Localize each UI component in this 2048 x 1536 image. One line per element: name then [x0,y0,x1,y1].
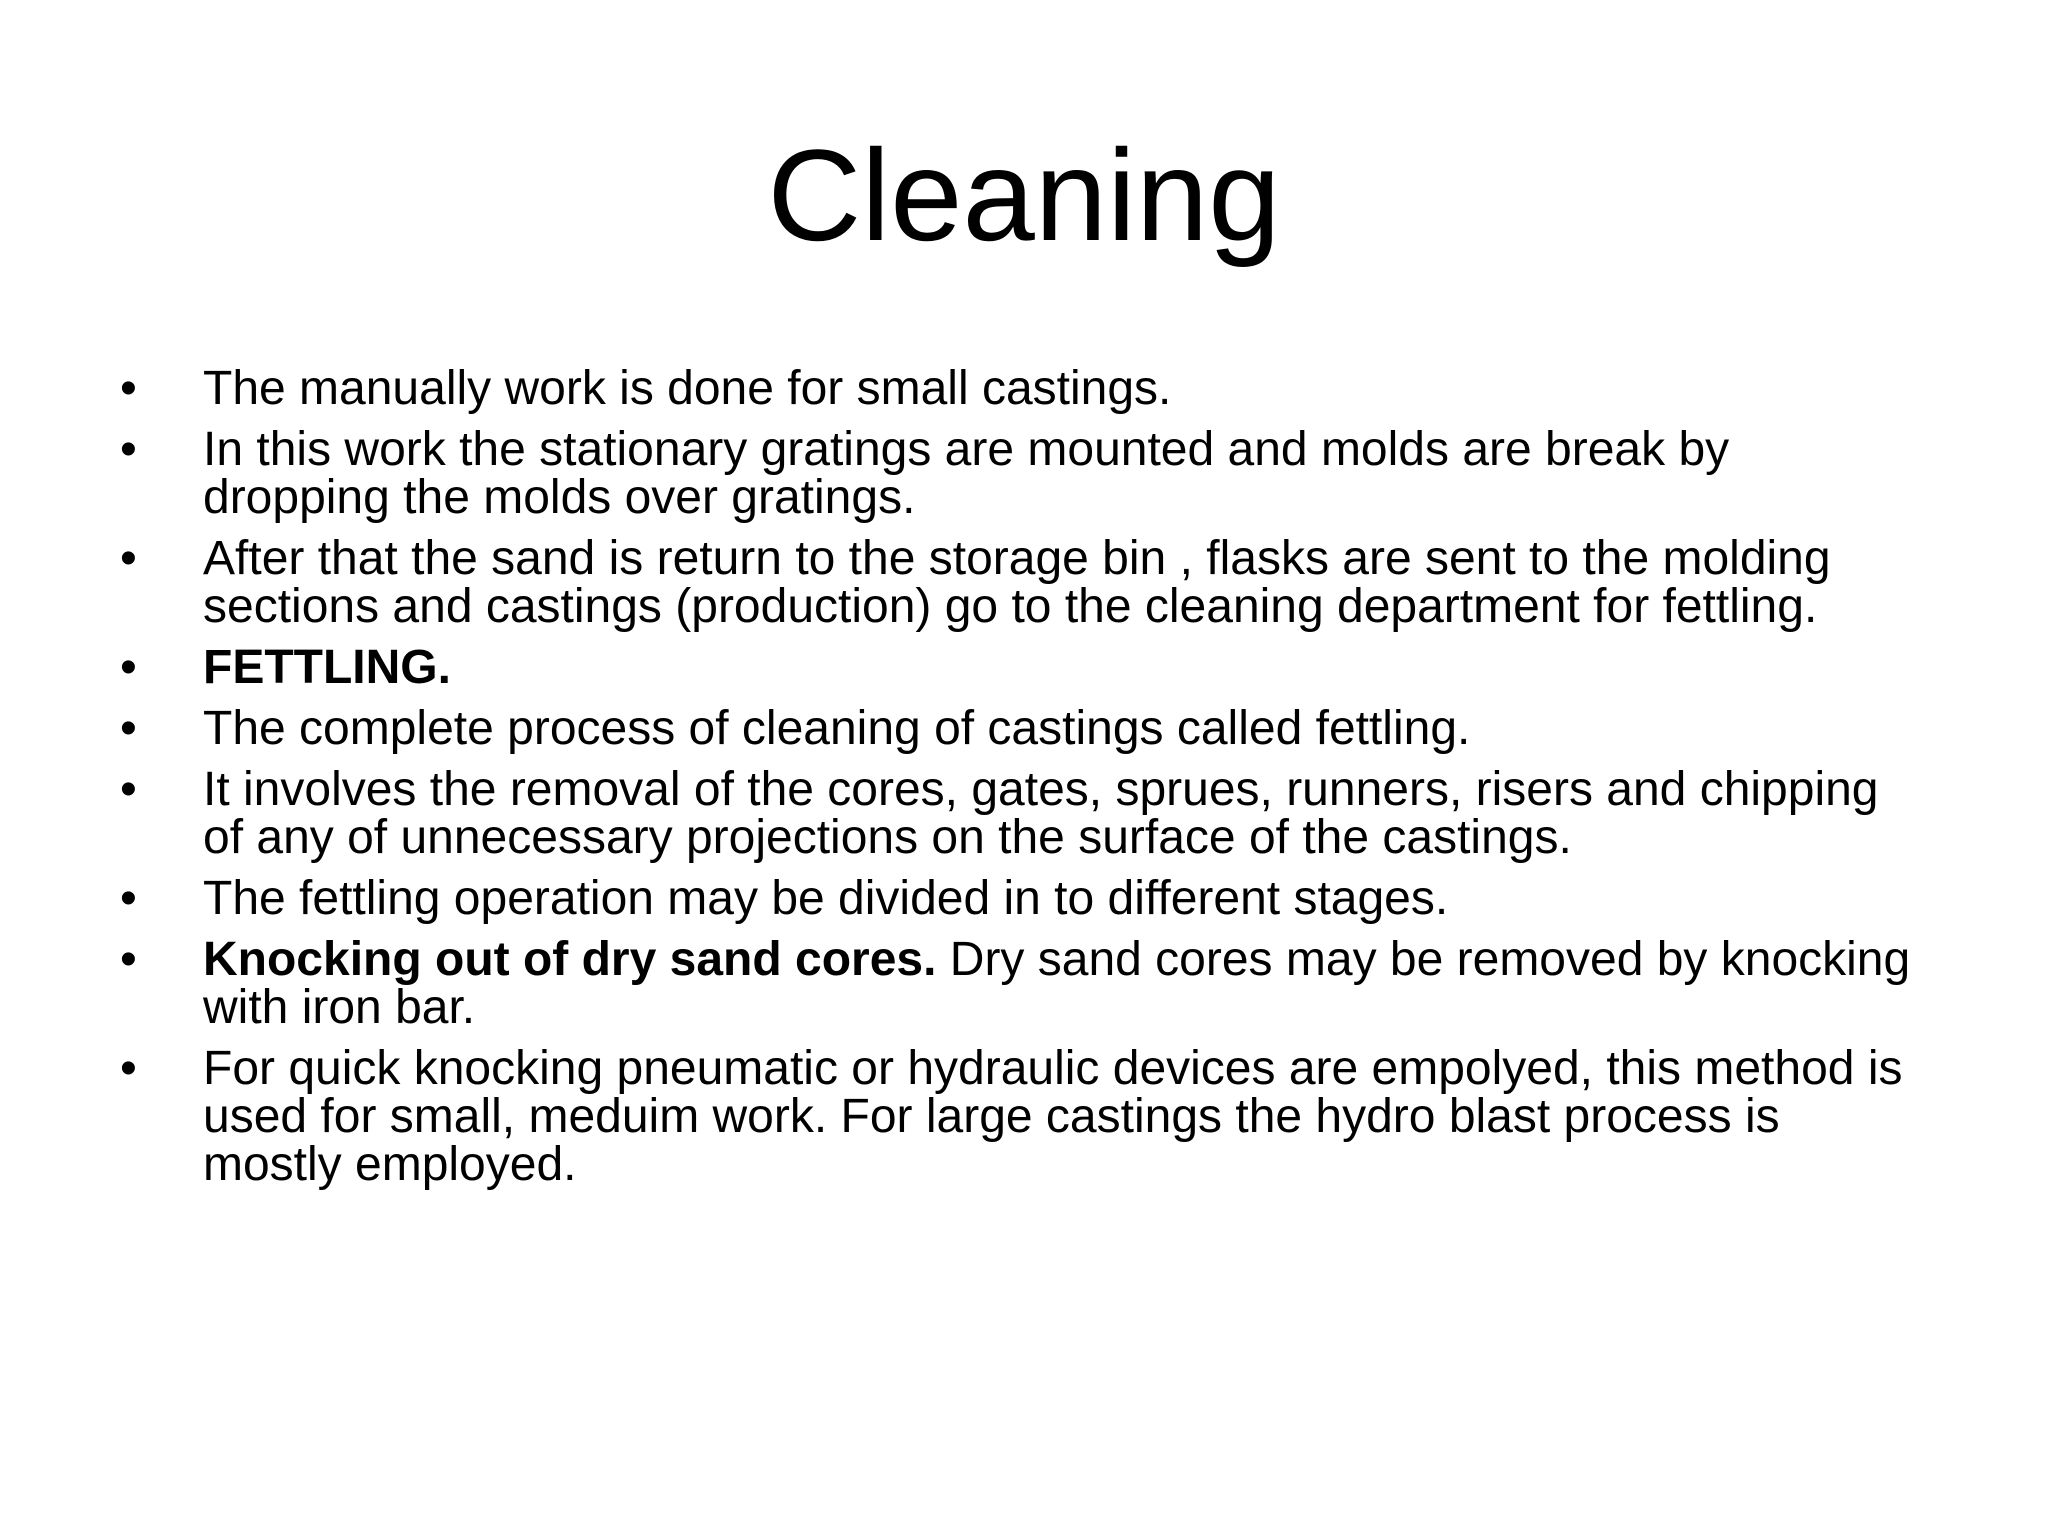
bullet-heading: FETTLING. [203,641,451,694]
bullet-text: In this work the stationary gratings are mounted and molds are break by dropping the molds over gratings. [203,423,1730,524]
bullet-text: For quick knocking pneumatic or hydraulic devices are empolyed, this method is used for small, meduim work. For large castings the hydro blast process is mostly employed. [203,1042,1903,1191]
bullet-dot: • [120,362,137,415]
bullet-item [120,763,1920,864]
bullet-dot: • [120,532,137,585]
bullet-item [120,641,1920,694]
bullet-text: After that the sand is return to the storage bin , flasks are sent to the molding sections and castings (production) go to the cleaning department for fettling. [203,532,1831,633]
bullet-dot: • [120,1042,137,1095]
bullet-dot: • [120,423,137,476]
bullet-text: It involves the removal of the cores, gates, sprues, runners, risers and chipping of any of unnecessary projections on the surface of the castings. [203,763,1879,864]
bullet-item [120,1042,1920,1191]
bullet-text: The fettling operation may be divided in to different stages. [203,872,1449,925]
bullet-item [120,423,1920,524]
bullet-item [120,532,1920,633]
bullet-dot: • [120,641,137,694]
slide-title: Cleaning [767,122,1281,268]
bullet-dot: • [120,702,137,755]
bullet-text: The complete process of cleaning of castings called fettling. [203,702,1471,755]
bullet-text: Dry sand cores may be removed by knocking with iron bar. [203,933,1911,1034]
bullet-list [120,362,1920,1202]
bullet-dot: • [120,933,137,986]
bullet-item [120,872,1920,925]
bullet-dot: • [120,872,137,925]
bullet-item [120,362,1920,415]
bullet-text: The manually work is done for small castings. [203,362,1172,415]
bullet-bold-lead: Knocking out of dry sand cores. [203,933,937,986]
bullet-dot: • [120,763,137,816]
bullet-item [120,933,1920,1034]
bullet-item [120,702,1920,755]
